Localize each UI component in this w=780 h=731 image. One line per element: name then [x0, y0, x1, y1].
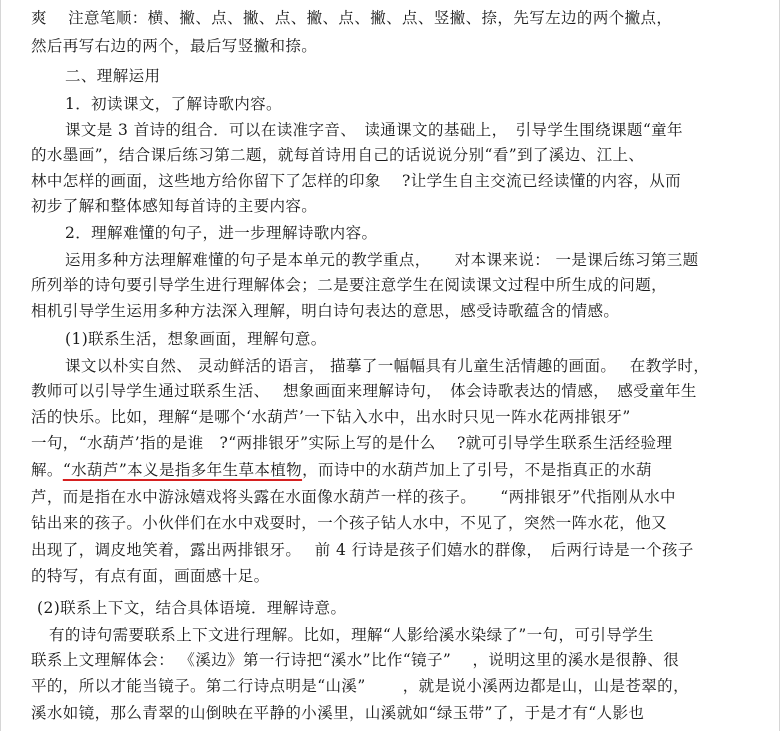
text-line-6: 的水墨画”，结合课后练习第二题，就每首诗用自己的话说说分别“看”到了溪边、江上、	[31, 146, 645, 164]
text-line-16: 活的快乐。比如，理解“是哪个‘水葫芦’一下钻入水中，出水时只见一阵水花两排银牙”	[31, 408, 631, 426]
text-line-25: 联系上文理解体会： 《溪边》第一行诗把“溪水”比作“镜子” ，说明这里的溪水是很静、很	[31, 651, 680, 669]
text-line-10: 运用多种方法理解难懂的句子是本单元的教学重点， 对本课来说： 一是课后练习第三题	[65, 251, 699, 269]
text-line-26: 平的，所以才能当镜子。第二行诗点明是“山溪” ，就是说小溪两边都是山，山是苍翠的，	[31, 677, 689, 695]
text-line-8: 初步了解和整体感知每首诗的主要内容。	[31, 197, 318, 215]
text-line-11: 所列举的诗句要引导学生进行理解体会；二是要注意学生在阅读课文过程中所生成的问题，	[31, 276, 668, 294]
text-line-14: 课文以朴实自然、 灵动鲜活的语言， 描摹了一幅幅具有儿童生活情趣的画面。 在教学时，	[65, 357, 710, 375]
text-segment-after: ，而诗中的水葫芦加上了引号，不是指真正的水葫	[302, 461, 652, 479]
text-line-5: 课文是 3 首诗的组合．可以在读准字音、 读通课文的基础上， 引导学生围绕课题“童年	[65, 121, 683, 139]
text-line-15: 教师可以引导学生通过联系生活、 想象画面来理解诗句， 体会诗歌表达的情感， 感受童年生	[31, 382, 697, 400]
text-line-17: 一句，“水葫芦’指的是谁 ?“两排银牙”实际上写的是什么 ?就可引导学生联系生活经验理	[31, 434, 673, 452]
subheading-difficult-sentences: 2．理解难懂的句子，进一步理解诗歌内容。	[65, 224, 378, 242]
text-line-1: 爽 注意笔顺：横、撇、点、撇、点、撇、点、撇、点、竖撇、捺，先写左边的两个撇点，	[31, 9, 673, 27]
section-heading-understand-apply: 二、理解运用	[65, 67, 161, 85]
text-line-19: 芦，而是指在水中游泳嬉戏将头露在水面像水葫芦一样的孩子。 “两排银牙”代指刚从水中	[31, 488, 676, 506]
text-line-12: 相机引导学生运用多种方法深入理解，明白诗句表达的意思，感受诗歌蕴含的情感。	[31, 302, 620, 320]
subheading-context: (2)联系上下文，结合具体语境．理解诗意。	[37, 599, 347, 617]
text-line-2: 然后再写右边的两个，最后写竖撇和捺。	[31, 37, 318, 55]
text-line-24: 有的诗句需要联系上下文进行理解。比如，理解“人影给溪水染绿了”一句，可引导学生	[49, 626, 654, 644]
text-line-21: 出现了，调皮地笑着，露出两排银牙。 前 4 行诗是孩子们嬉水的群像， 后两行诗是一个孩子	[31, 541, 694, 559]
text-line-22: 的特写，有点有面，画面感十足。	[31, 567, 270, 585]
subheading-connect-life: (1)联系生活，想象画面，理解句意。	[65, 330, 327, 348]
text-line-20: 钻出来的孩子。小伙伴们在水中戏耍时，一个孩子钻人水中，不见了，突然一阵水花，他又	[31, 514, 668, 532]
red-underlined-phrase: “水葫芦”本义是指多年生草本植物	[62, 461, 303, 479]
text-line-18	[31, 460, 652, 480]
text-line-27: 溪水如镜，那么青翠的山倒映在平静的小溪里，山溪就如“绿玉带”了，于是才有“人影也	[31, 704, 645, 722]
text-line-7: 林中怎样的画面，这些地方给你留下了怎样的印象 ?让学生自主交流已经读懂的内容，从而	[31, 172, 682, 190]
text-segment-before: 解。	[31, 461, 63, 479]
subheading-first-reading: 1．初读课文，了解诗歌内容。	[65, 95, 282, 113]
